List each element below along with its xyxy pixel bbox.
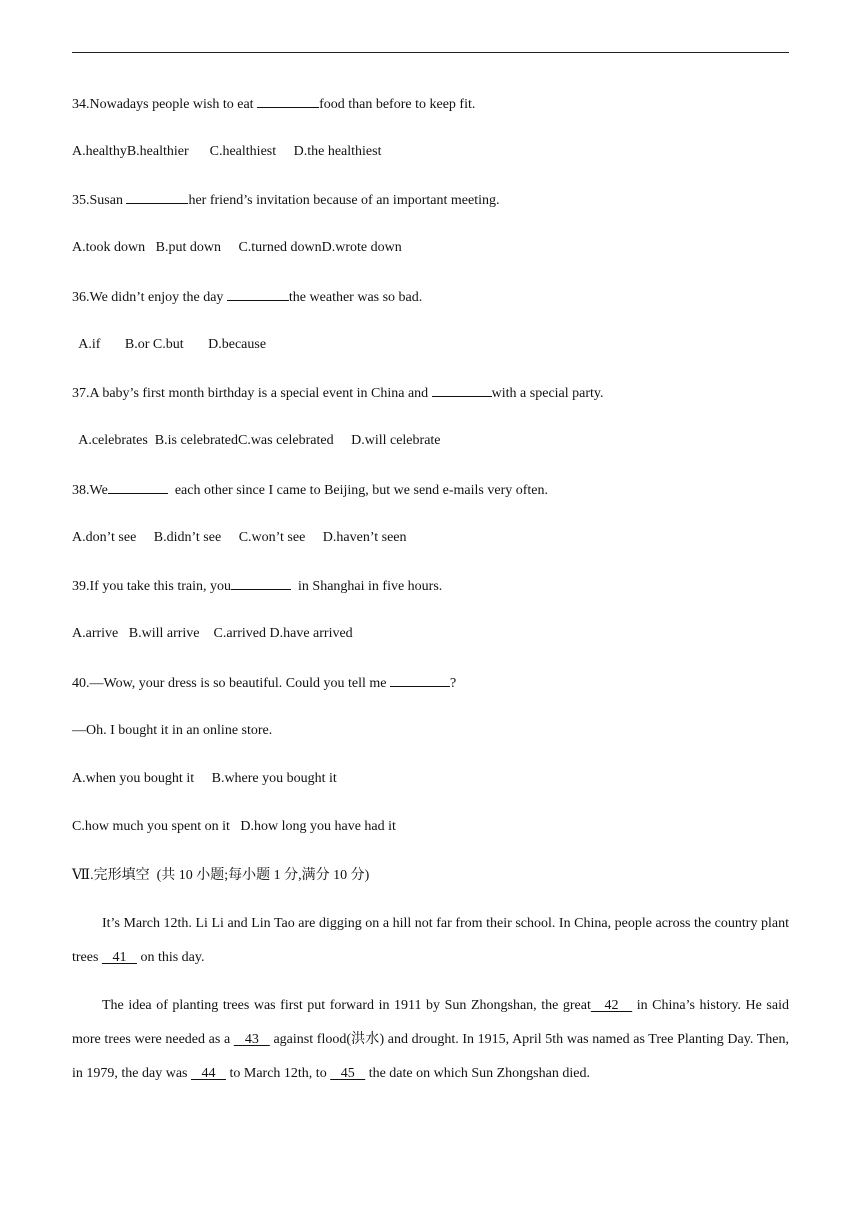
question-35-stem: 35.Susan her friend’s invitation because of an important meeting. — [72, 193, 500, 208]
question-39-options: A.arrive B.will arrive C.arrived D.have arrived — [72, 626, 353, 641]
blank-45: 45 — [330, 1066, 366, 1081]
answer-blank — [108, 481, 168, 494]
passage-paragraph-2: The idea of planting trees was first put forward in 1911 by Sun Zhongshan, the great 42 in China’s history. He said more trees were needed as a 43 against flood(洪水) and drought. In 1915, April 5th was named as Tree Planting Day. Then, in 1979, the day was 44 to March 12th, to 45 the date on which Sun Zhongshan died. — [72, 998, 790, 1081]
answer-blank — [390, 674, 450, 687]
header-rule — [72, 52, 789, 53]
answer-blank — [432, 384, 492, 397]
question-38-stem: 38.We each other since I came to Beijing, but we send e-mails very often. — [72, 483, 549, 498]
section-header: Ⅶ.完形填空 (共 10 小题;每小题 1 分,满分 10 分) — [72, 868, 370, 883]
blank-42: 42 — [590, 998, 633, 1013]
question-38-options: A.don’t see B.didn’t see C.won’t see D.haven’t seen — [72, 530, 407, 545]
question-39-stem: 39.If you take this train, you in Shanghai in five hours. — [72, 579, 443, 594]
blank-44: 44 — [190, 1066, 226, 1081]
blank-41: 41 — [101, 950, 137, 965]
question-36-stem: 36.We didn’t enjoy the day the weather was so bad. — [72, 290, 423, 305]
question-40-options-cd: C.how much you spent on it D.how long you have had it — [72, 819, 396, 834]
answer-blank — [231, 577, 291, 590]
question-40-stem: 40.—Wow, your dress is so beautiful. Could you tell me ? — [72, 676, 457, 691]
question-37-options: A.celebrates B.is celebratedC.was celebrated D.will celebrate — [72, 433, 441, 448]
answer-blank — [257, 95, 319, 108]
answer-blank — [227, 288, 289, 301]
question-40-reply: —Oh. I bought it in an online store. — [72, 723, 273, 738]
question-37-stem: 37.A baby’s first month birthday is a special event in China and with a special party. — [72, 386, 604, 401]
blank-43: 43 — [233, 1032, 270, 1047]
question-34-stem: 34.Nowadays people wish to eat food than before to keep fit. — [72, 97, 476, 112]
answer-blank — [126, 191, 188, 204]
question-40-options-ab: A.when you bought it B.where you bought it — [72, 771, 337, 786]
question-35-options: A.took down B.put down C.turned downD.wrote down — [72, 240, 402, 255]
passage-paragraph-1: It’s March 12th. Li Li and Lin Tao are digging on a hill not far from their school. In China, people across the country plant trees 41 on this day. — [72, 916, 789, 965]
question-36-options: A.if B.or C.but D.because — [72, 337, 267, 352]
question-34-options: A.healthyB.healthier C.healthiest D.the healthiest — [72, 144, 382, 159]
